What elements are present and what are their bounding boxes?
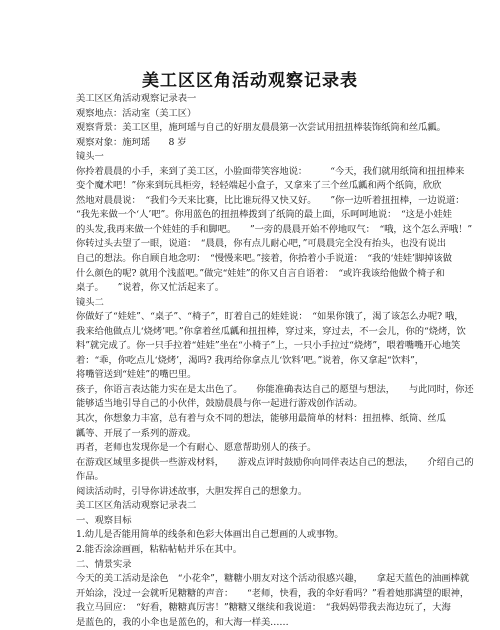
text-line: 着：“乖，你吃点儿‘烧烤’，渴吗? 我再给你拿点儿‘饮料’吧。”说着，你又拿起“饮料”， — [76, 354, 425, 366]
section-heading: 二、情景实录 — [76, 558, 132, 570]
text-line: 2.能否涂涂画画，粘粘帖帖并乐在其中。 — [76, 543, 242, 555]
text-line: 再者，老师也发现你是一个有耐心、愿意帮助别人的孩子。 — [76, 442, 317, 454]
text-line: 今天的美工活动是涂色 “小花伞”，糖糖小朋友对这个活动很感兴趣， 拿起天蓝色的油画棒就 — [76, 573, 470, 585]
text-line: 然地对晨晨说： “我们今天来比赛，比比谁玩得又快又好。 ”你一边听着扭扭棒，一边说道： — [76, 194, 465, 206]
section-heading: 镜头一 — [76, 151, 104, 163]
section-heading: 镜头二 — [76, 296, 104, 308]
text-line: 料”就完成了。你一只手拉着“娃娃”坐在“小椅子”上，一只小手拉过“烧烤”，喂着嘴嘴开心地笑 — [76, 340, 461, 352]
text-line: 你拎着晨晨的小手，来到了美工区，小脸面带笑容地说： “今天，我们就用纸筒和扭扭棒来 — [76, 165, 465, 177]
text-line: 你转过头去望了一眼，说道： “晨晨，你有点儿耐心吧，”可晨晨完全没有抬头，也没有说出 — [76, 238, 446, 250]
text-line: 作品。 — [76, 471, 104, 483]
text-line: 观察背景：美工区里，施珂瑶与自己的好朋友晨晨第一次尝试用扭扭棒装饰纸筒和丝瓜瓤。 — [76, 122, 446, 134]
text-line: 观察地点：活动室（美工区） — [76, 107, 197, 119]
section-heading: 一、观察目标 — [76, 514, 132, 526]
page-title: 美工区区角活动观察记录表 — [142, 71, 358, 91]
section-heading: 美工区区角活动观察记录表二 — [76, 500, 197, 512]
text-line: 开始涂，没过一会就听见糖糖的声音： “老师，快看，我的伞好看吗？”看着她那满望的眼神， — [76, 587, 470, 599]
text-line: 将嘴管送到“娃娃”的嘴巴里。 — [76, 369, 197, 381]
text-line: 观察对象：施珂瑶 8 岁 — [76, 136, 187, 148]
text-line: 阅读活动时，引导你讲述故事，大胆发挥自己的想象力。 — [76, 485, 308, 497]
text-line: 的头发,我再来做一个娃娃的手和脚吧。 ”一旁的晨晨开始不停地叹气： “哦，这个怎么弄哦！” — [76, 223, 473, 235]
text-line: 孩子，你语言表达能力实在是太出色了。 你能准确表达自己的愿望与想法， 与此同时，你还 — [76, 383, 474, 395]
text-line: 1.幼儿是否能用简单的线条和色彩大体画出自己想画的人或事物。 — [76, 529, 344, 541]
text-line: 自己的想法。你自顾自地念叨： “慢慢来吧。”接着，你拾着小手说道： “我的‘娃娃’脚掉该做 — [76, 253, 452, 265]
text-line: 我来给他做点儿‘烧烤’吧。”你拿着丝瓜瓤和扭扭棒，穿过来，穿过去，不一会儿，你的“烧烤，饮 — [76, 325, 466, 337]
text-line: 其次，你想象力丰富，总有着与众不同的想法，能够用最简单的材料：扭扭棒、纸筒、丝瓜 — [76, 413, 446, 425]
text-line: 在游戏区域里多提供一些游戏材料， 游戏点评时鼓励你向同伴表达自己的想法， 介绍自己的 — [76, 456, 474, 468]
document-body — [76, 92, 474, 630]
text-line: 我立马回应： “好看，糖糖真厉害！”糖糖又继续和我说道： “我妈妈带我去海边玩了，大海 — [76, 602, 451, 614]
text-line: 什么颜色的呢? 就用个浅蓝吧。”做完“娃娃”的你又自言自语着： “或许我该给他做个椅子和 — [76, 267, 445, 279]
text-line: 美工区区角活动观察记录表一 — [76, 93, 197, 104]
text-line: 变个魔术吧！”你来到玩具柜旁，轻轻端起小盒子，又拿来了三个丝瓜瓤和两个纸筒，欣欣 — [76, 180, 442, 192]
text-line: “我先来做一个‘人’吧”。你用蓝色的扭扭棒拨到了纸筒的最上面，乐呵呵地说： “这是小娃娃 — [76, 209, 452, 221]
text-line: 你做好了“娃娃”、“桌子”、“椅子”，盯着自己的娃娃说： “如果你饿了，渴了该怎么办呢? 哦， — [76, 311, 464, 323]
text-line: 是蓝色的，我的小伞也是蓝色的，和大海一样美…… — [76, 616, 289, 628]
text-line: 能够适当地引导自己的小伙伴，鼓励晨晨与你一起进行游戏创作活动。 — [76, 398, 363, 410]
text-line: 瓤等、开展了一系列的游戏。 — [76, 427, 197, 439]
text-line: 桌子。 ”说着，你又忙活起来了。 — [76, 282, 225, 294]
